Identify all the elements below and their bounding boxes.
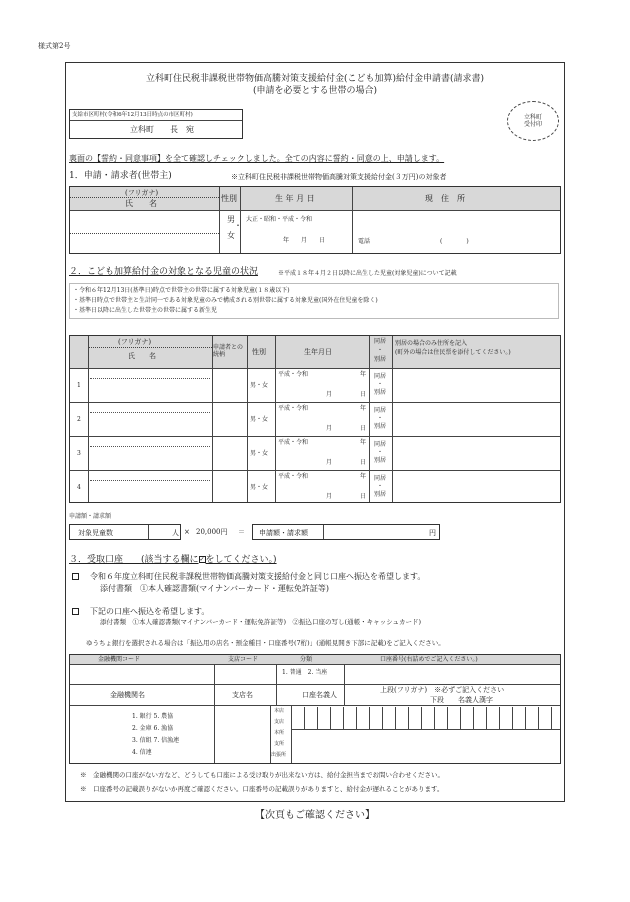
child-furigana-input[interactable] bbox=[90, 412, 210, 413]
form-number: 様式第2号 bbox=[38, 42, 71, 50]
child-row: 3 男・女 平成・令和 年 月 日 同居 ・ 別居 bbox=[77, 439, 387, 466]
branch-name-input[interactable] bbox=[216, 707, 268, 762]
branch-code-input[interactable] bbox=[216, 666, 274, 683]
child-sex-select[interactable]: 男・女 bbox=[250, 450, 269, 457]
applicant-phone-input[interactable]: ( ) bbox=[440, 238, 469, 245]
holder-name-input[interactable] bbox=[292, 731, 560, 763]
account-number-input[interactable] bbox=[346, 666, 560, 683]
account-kind-select[interactable]: 1. 普通 2. 当座 bbox=[282, 669, 328, 676]
form-title: 立科町住民税非課税世帯物価高騰対策支援給付金(こども加算)給付金申請書(請求書) bbox=[145, 74, 485, 84]
applicant-address-input[interactable] bbox=[356, 214, 558, 232]
next-page-notice: 【次頁もご確認ください】 bbox=[255, 810, 375, 821]
child-sex-select[interactable]: 男・女 bbox=[250, 416, 269, 423]
note-no-account: ※ 金融機関の口座がない方など、どうしても口座による受け取りが出来ない方は、給付金担当までお問い合わせください。 bbox=[80, 771, 444, 779]
note-account-check: ※ 口座番号の記載誤りがないか再度ご確認ください。口座番号の記載誤りがありますと、給付金が遅れることがあります。 bbox=[80, 785, 444, 793]
child-row: 1 男・女 平成・令和 年 月 日 同居 ・ 別居 bbox=[77, 371, 387, 398]
applicant-name-input[interactable] bbox=[73, 236, 216, 252]
child-count-box: 対象児童数 人 bbox=[69, 524, 181, 540]
applicant-sex-female[interactable]: 女 bbox=[227, 231, 235, 240]
applicant-furigana-input[interactable] bbox=[73, 220, 216, 234]
new-account-checkbox[interactable] bbox=[72, 608, 79, 615]
section1-note: ※立科町住民税非課税世帯物価高騰対策支援給付金(３万円)の対象者 bbox=[231, 173, 447, 181]
children-table: (フリガナ) 氏 名 申請者との続柄 性別 生年月日 同居 ・ 別居 別居の場合のみ住所を記入 (町外の場合は住民票を添付してください。) 1 男・女 平成・令和 年 月 日 同居 ・ 別居 2 男・女 平成・令和 年 月 日 同居 ・ 別居 3 男・女 平成・令和 年 月 日 同居 ・ 別居 4 男・女 平成・令和 年 月 日 同居 ・ 別居 bbox=[69, 335, 561, 503]
child-count-input[interactable] bbox=[150, 526, 172, 539]
total-amount-input[interactable] bbox=[325, 526, 425, 539]
municipality-box: 支給市区町村(令和6年12月13日時点の市区町村) 立科町 長 宛 bbox=[69, 109, 243, 139]
amount-label: 申請額・請求額 bbox=[69, 513, 112, 520]
child-sex-select[interactable]: 男・女 bbox=[250, 382, 269, 389]
applicant-dob-input[interactable]: 年 月 日 bbox=[283, 237, 326, 244]
holder-furigana-input[interactable] bbox=[292, 707, 560, 729]
consent-text: 裏面の【誓約・同意事項】を全て確認しチェックしました。全ての内容に誓約・同意の上、申請します。 bbox=[69, 154, 445, 163]
bank-code-input[interactable] bbox=[72, 666, 212, 683]
target-criteria: ・令和６年12月13日(基準日)時点で世帯主の世帯に属する対象児童(１８歳以下) ・基準日時点で世帯主と生計同一である対象児童のみで構成される別世帯に属する対象児童(国外在住児童を除く) ・基準日以降に出生した世帯主の世帯に属する新生児 bbox=[69, 283, 559, 319]
section1-heading: 1．申請・請求者(世帯主) bbox=[69, 171, 172, 181]
form-frame: 立科町住民税非課税世帯物価高騰対策支援給付金(こども加算)給付金申請書(請求書) (申請を必要とする世帯の場合) 立科町 受付印 支給市区町村(令和6年12月13日時点の市区町村) 立科町 長 宛 裏面の【誓約・同意事項】を全て確認しチェックしました。全ての内容に誓約・同意の上、申請します。 1．申請・請求者(世帯主) ※立科町住民税非課税世帯物価高騰対策支援給付金(３万円)の対象者 (フリガナ) 氏 名 性別 生 年 月 日 現 住 所 男 ・ 女 大正・昭和・平成・令和 年 月 日 電話 ( ) ２．こども加算給付金の対象となる児童の状況 ※平成１８年４月２日以降に出生した児童(対象児童)について記載 ・令和６年12月13日(基準日)時点で世帯主の世帯に属する対象児童(１８歳以下) ・基準日時点で世帯主と生計同一である対象児童のみで構成される別世帯に属する対象児童(国外在住児童を除く) ・基準日以降に出生した世帯主の世帯に属する新生児 (フリガナ) 氏 名 申請者との続柄 性別 生年月日 同居 ・ 別居 別居の場合のみ住所を記入 (町外の場合は住民票を添付してください。) 1 男・女 平成・令和 年 月 日 同居 ・ 別居 2 男・女 平成・令和 年 月 日 同居 ・ 別居 3 男・女 平成・令和 年 月 日 同居 ・ 別居 4 男・女 平成・令和 年 月 日 同居 ・ 別居 申請額・請求額 対象児童数 人 × 20,000円 ＝ 申請額・請求額 円 ３．受取口座 (該当する欄に✓をしてください。) 令和６年度立科町住民税非課税世帯物価高騰対策支援給付金と同じ口座へ振込を希望します。 添付書類 ①本人確認書類(マイナンバーカード・運転免許証等) 下記の口座へ振込を希望します。 添付書類 ①本人確認書類(マイナンバーカード・運転免許証等) ②振込口座の写し(通帳・キャッシュカード) ゆうちょ銀行を選択される場合は「振込用の店名・預金種目・口座番号(7桁)」(通帳見開き下部に記載)をご記入ください。 金融機関コード 支店コード 分類 口座番号(右詰めでご記入ください。) 1. 普通 2. 当座 金融機関名 支店名 口座名義人 上段(フリガナ) ※必ずご記入ください 下段 名義人漢字 1. 銀行 5. 農協 2. 金庫 6. 漁協 3. 信組 7. 信漁連 4. 信連 本店 支店 本所 支所 出張所 ※ 金融機関の口座がない方など、どうしても口座による受け取りが出来ない方は、給付金担当までお問い合わせください。 ※ 口座番号の記載誤りがないか再度ご確認ください。口座番号の記載誤りがありますと、給付金が遅れることがあります。 bbox=[65, 62, 565, 802]
child-sex-select[interactable]: 男・女 bbox=[250, 484, 269, 491]
bank-table: 金融機関コード 支店コード 分類 口座番号(右詰めでご記入ください。) 1. 普通 2. 当座 金融機関名 支店名 口座名義人 上段(フリガナ) ※必ずご記入ください 下段 名義人漢字 1. 銀行 5. 農協 2. 金庫 6. 漁協 3. 信組 7. 信漁連 4. 信連 本店 支店 本所 支所 出張所 bbox=[69, 654, 561, 764]
bank-name-input[interactable] bbox=[72, 707, 128, 762]
same-account-checkbox[interactable] bbox=[72, 573, 79, 580]
child-row: 4 男・女 平成・令和 年 月 日 同居 ・ 別居 bbox=[77, 473, 387, 500]
yucho-note: ゆうちょ銀行を選択される場合は「振込用の店名・預金種目・口座番号(7桁)」(通帳見開き下部に記載)をご記入ください。 bbox=[86, 639, 445, 647]
section3-heading: ３．受取口座 (該当する欄に✓をしてください。) bbox=[69, 555, 277, 565]
check-sample-icon: ✓ bbox=[199, 556, 205, 563]
child-furigana-input[interactable] bbox=[90, 378, 210, 379]
child-furigana-input[interactable] bbox=[90, 446, 210, 447]
section2-note: ※平成１８年４月２日以降に出生した児童(対象児童)について記載 bbox=[278, 270, 457, 277]
child-row: 2 男・女 平成・令和 年 月 日 同居 ・ 別居 bbox=[77, 405, 387, 432]
section2-heading: ２．こども加算給付金の対象となる児童の状況 bbox=[69, 267, 259, 277]
total-amount-box: 申請額・請求額 円 bbox=[252, 524, 440, 540]
applicant-sex-male[interactable]: 男 bbox=[227, 215, 235, 224]
applicant-table: (フリガナ) 氏 名 性別 生 年 月 日 現 住 所 男 ・ 女 大正・昭和・平成・令和 年 月 日 電話 ( ) bbox=[69, 186, 561, 254]
reception-stamp: 立科町 受付印 bbox=[507, 101, 559, 141]
child-furigana-input[interactable] bbox=[90, 480, 210, 481]
form-subtitle: (申請を必要とする世帯の場合) bbox=[252, 86, 378, 96]
